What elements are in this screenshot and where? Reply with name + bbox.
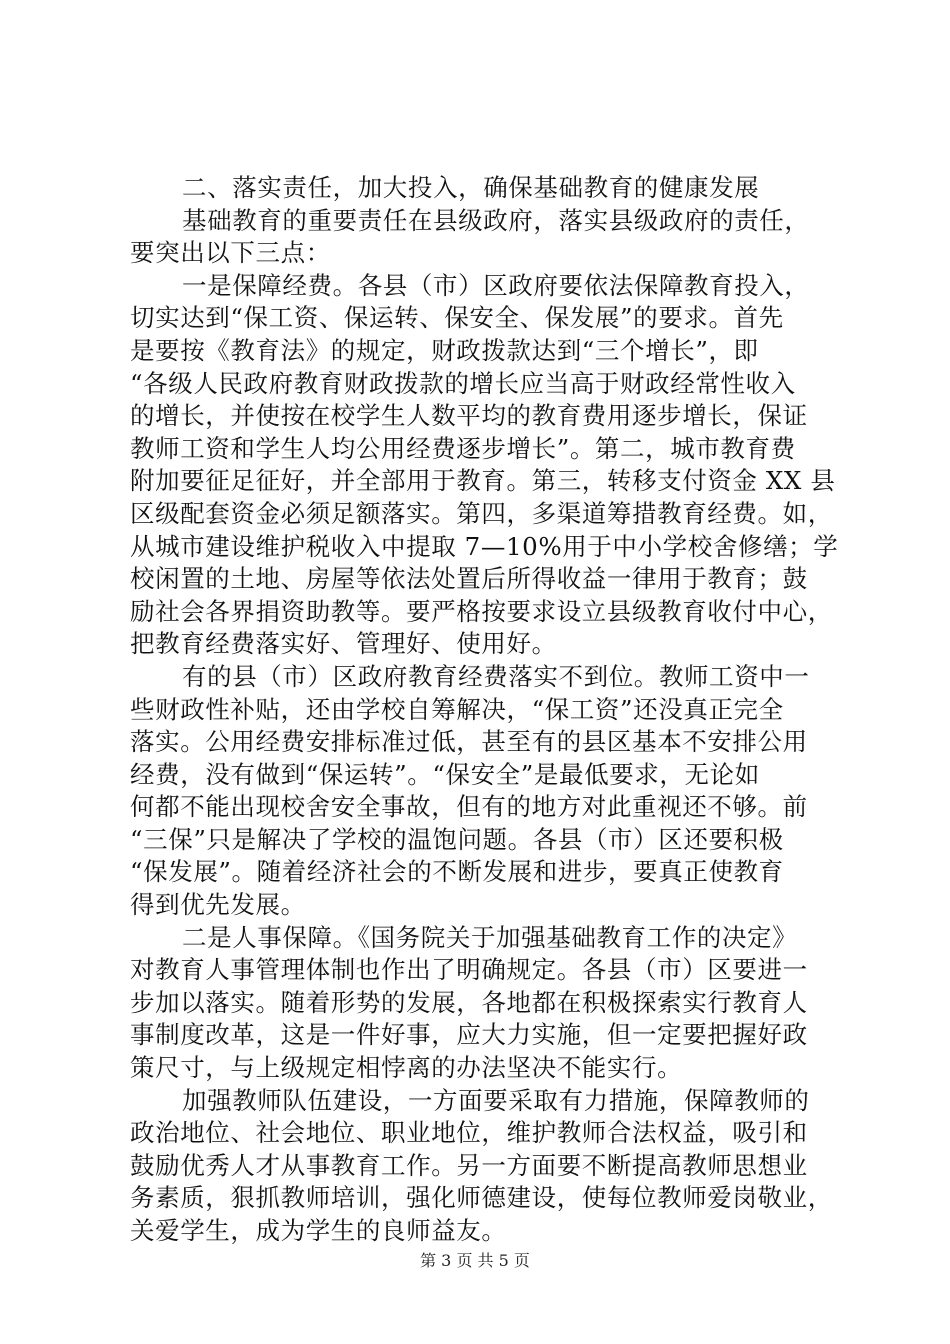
text-line: 步加以落实。随着形势的发展，各地都在积极探索实行教育人 [130,987,808,1017]
text-line: 的增长，并使按在校学生人数平均的教育费用逐步增长，保证 [130,401,808,431]
text-line: 把教育经费落实好、管理好、使用好。 [130,629,557,659]
text-line: 是要按《教育法》的规定，财政拨款达到“三个增长”，即 [130,335,759,365]
text-line: 教师工资和学生人均公用经费逐步增长”。第二，城市教育费 [130,433,796,463]
text-line: 何都不能出现校舍安全事故，但有的地方对此重视还不够。前 [130,792,808,822]
text-line: 政治地位、社会地位、职业地位，维护教师合法权益，吸引和 [130,1118,808,1148]
page-footer: 第 3 页 共 5 页 [420,1251,530,1270]
text-line: “三保”只是解决了学校的温饱问题。各县（市）区还要积极 [130,824,784,854]
text-line: 事制度改革，这是一件好事，应大力实施，但一定要把握好政 [130,1020,808,1050]
text-line: 关爱学生，成为学生的良师益友。 [130,1216,507,1245]
text-line: 校闲置的土地、房屋等依法处置后所得收益一律用于教育；鼓 [130,564,808,594]
text-line: “保发展”。随着经济社会的不断发展和进步，要真正使教育 [130,857,784,887]
text-line: 基础教育的重要责任在县级政府，落实县级政府的责任， [182,205,810,235]
text-line: 二是人事保障。《国务院关于加强基础教育工作的决定》 [182,922,798,952]
text-line: 经费，没有做到“保运转”。“保安全”是最低要求，无论如 [130,759,760,789]
text-line: 落实。公用经费安排标准过低，甚至有的县区基本不安排公用 [130,727,808,757]
text-line: 务素质，狠抓教师培训，强化师德建设，使每位教师爱岗敬业， [130,1183,833,1213]
text-line: 有的县（市）区政府教育经费落实不到位。教师工资中一 [182,661,810,691]
text-line: 切实达到“保工资、保运转、保安全、保发展”的要求。首先 [130,303,784,333]
text-line: 励社会各界捐资助教等。要严格按要求设立县级教育收付中心， [130,596,833,626]
text-line: “各级人民政府教育财政拨款的增长应当高于财政经常性收入 [130,368,796,398]
text-line: 对教育人事管理体制也作出了明确规定。各县（市）区要进一 [130,955,808,985]
text-line: 从城市建设维护税收入中提取 7—10%用于中小学校舍修缮；学 [130,531,839,561]
text-line: 要突出以下三点： [130,238,331,268]
text-line: 加强教师队伍建设，一方面要采取有力措施，保障教师的 [182,1085,810,1115]
text-line: 一是保障经费。各县（市）区政府要依法保障教育投入， [182,270,810,300]
text-line: 策尺寸，与上级规定相悖离的办法坚决不能实行。 [130,1053,683,1083]
text-line: 二、落实责任，加大投入，确保基础教育的健康发展 [182,173,760,202]
text-line: 附加要征足征好，并全部用于教育。第三，转移支付资金 XX 县 [130,466,836,496]
text-line: 些财政性补贴，还由学校自筹解决，“保工资”还没真正完全 [130,694,784,724]
document-body [130,172,840,1248]
text-line: 得到优先发展。 [130,890,306,920]
text-line: 鼓励优秀人才从事教育工作。另一方面要不断提高教师思想业 [130,1150,808,1180]
text-line: 区级配套资金必须足额落实。第四，多渠道筹措教育经费。如， [130,498,833,528]
